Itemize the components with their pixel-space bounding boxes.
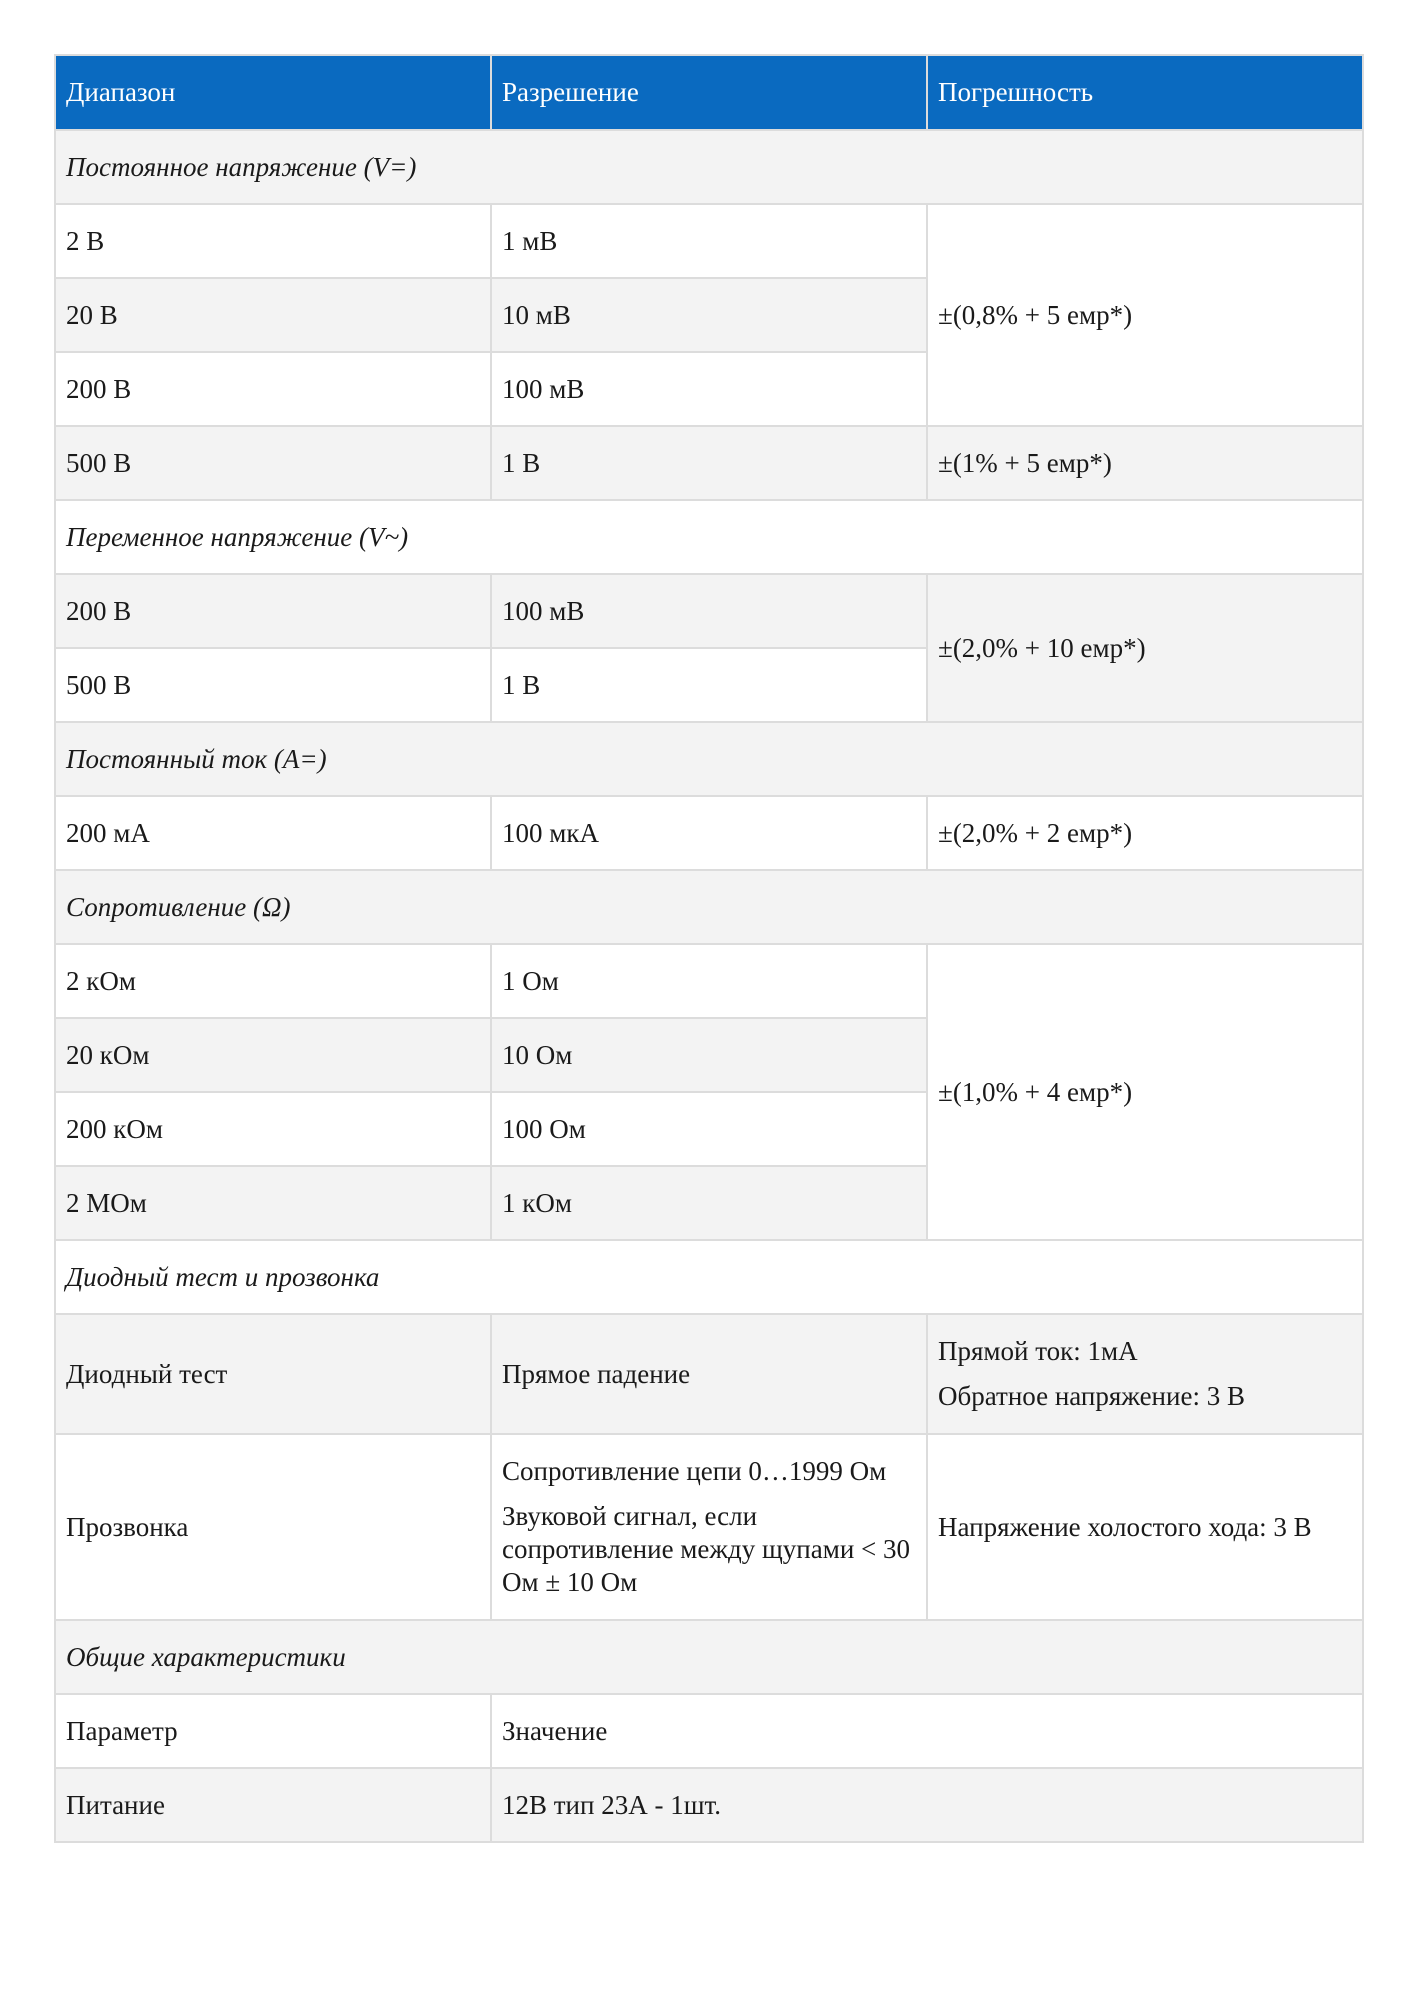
resolution-cell: 100 мВ [491, 352, 927, 426]
range-cell: 2 МОм [55, 1166, 491, 1240]
continuity-label: Прозвонка [55, 1434, 491, 1620]
table-row [55, 204, 1363, 278]
section-title-dc-voltage: Постоянное напряжение (V=) [55, 130, 1363, 204]
general-head-value: Значение [491, 1694, 1363, 1768]
range-cell: 20 кОм [55, 1018, 491, 1092]
circuit-resistance-text: Сопротивление цепи 0…1999 Ом [502, 1456, 887, 1486]
continuity-description [491, 1434, 927, 1620]
resolution-cell: 100 Ом [491, 1092, 927, 1166]
range-cell: 2 кОм [55, 944, 491, 1018]
table-row [55, 1314, 1363, 1434]
general-head-param: Параметр [55, 1694, 491, 1768]
range-cell: 200 В [55, 574, 491, 648]
table-row [55, 1768, 1363, 1842]
section-title-general: Общие характеристики [55, 1620, 1363, 1694]
continuity-params: Напряжение холостого хода: 3 В [927, 1434, 1363, 1620]
header-range: Диапазон [55, 55, 491, 130]
reverse-voltage-text: Обратное напряжение: 3 В [938, 1381, 1245, 1411]
accuracy-cell: ±(0,8% + 5 емр*) [927, 204, 1363, 426]
range-cell: 500 В [55, 648, 491, 722]
section-title-diode: Диодный тест и прозвонка [55, 1240, 1363, 1314]
diode-test-label: Диодный тест [55, 1314, 491, 1434]
table-row [55, 1694, 1363, 1768]
param-cell: Питание [55, 1768, 491, 1842]
resolution-cell: 10 мВ [491, 278, 927, 352]
resolution-cell: 1 В [491, 648, 927, 722]
resolution-cell: 1 кОм [491, 1166, 927, 1240]
header-resolution: Разрешение [491, 55, 927, 130]
range-cell: 20 В [55, 278, 491, 352]
resolution-cell: 10 Ом [491, 1018, 927, 1092]
header-accuracy: Погрешность [927, 55, 1363, 130]
beep-condition-text: Звуковой сигнал, если сопротивление между щупами < 30 Ом ± 10 Ом [502, 1501, 911, 1597]
accuracy-cell: ±(1% + 5 емр*) [927, 426, 1363, 500]
section-row-resistance [55, 870, 1363, 944]
section-row-dc-voltage [55, 130, 1363, 204]
section-title-dc-current: Постоянный ток (A=) [55, 722, 1363, 796]
table-row [55, 796, 1363, 870]
section-row-diode [55, 1240, 1363, 1314]
section-title-resistance: Сопротивление (Ω) [55, 870, 1363, 944]
resolution-cell: 100 мкА [491, 796, 927, 870]
section-row-general [55, 1620, 1363, 1694]
range-cell: 200 В [55, 352, 491, 426]
diode-test-params [927, 1314, 1363, 1434]
resolution-cell: 1 В [491, 426, 927, 500]
section-title-ac-voltage: Переменное напряжение (V~) [55, 500, 1363, 574]
resolution-cell: 100 мВ [491, 574, 927, 648]
section-row-dc-current [55, 722, 1363, 796]
table-row [55, 574, 1363, 648]
section-row-ac-voltage [55, 500, 1363, 574]
range-cell: 200 мА [55, 796, 491, 870]
table-header-row [55, 55, 1363, 130]
resolution-cell: 1 мВ [491, 204, 927, 278]
range-cell: 200 кОм [55, 1092, 491, 1166]
range-cell: 500 В [55, 426, 491, 500]
table-row [55, 1434, 1363, 1620]
value-cell: 12В тип 23А - 1шт. [491, 1768, 1363, 1842]
range-cell: 2 В [55, 204, 491, 278]
specifications-table [54, 54, 1364, 1843]
resolution-cell: 1 Ом [491, 944, 927, 1018]
accuracy-cell: ±(1,0% + 4 емр*) [927, 944, 1363, 1240]
forward-current-text: Прямой ток: 1мА [938, 1336, 1138, 1366]
diode-test-mode: Прямое падение [491, 1314, 927, 1434]
table-row [55, 426, 1363, 500]
accuracy-cell: ±(2,0% + 10 емр*) [927, 574, 1363, 722]
accuracy-cell: ±(2,0% + 2 емр*) [927, 796, 1363, 870]
table-row [55, 944, 1363, 1018]
